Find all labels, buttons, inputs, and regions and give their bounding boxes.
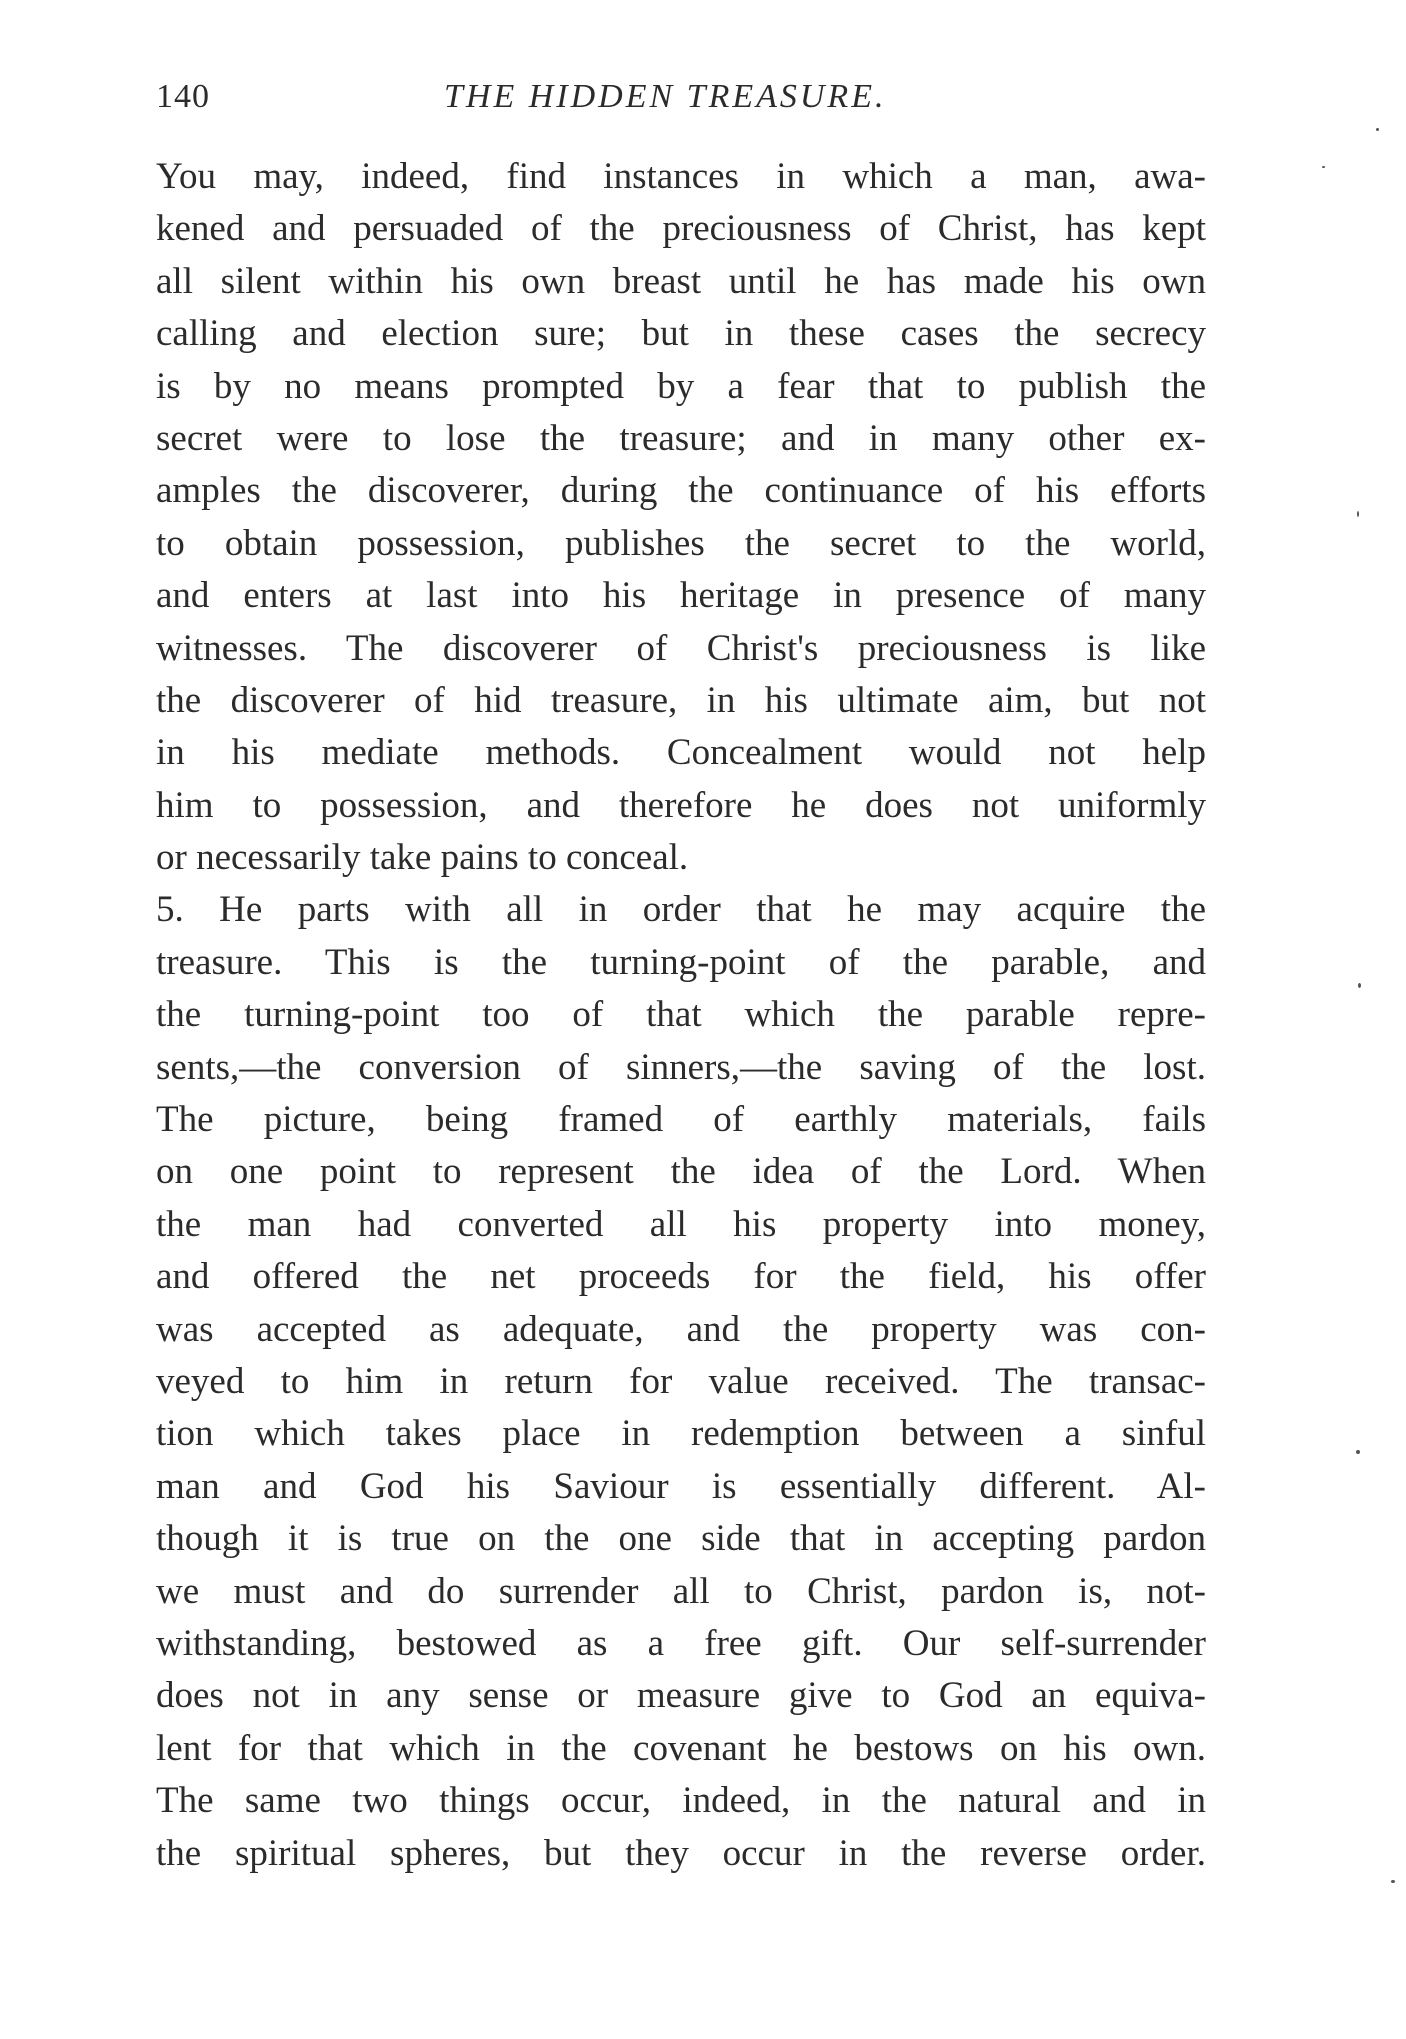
text-line: veyed to him in return for value received. The transac- <box>156 1360 1206 1402</box>
text-line: lent for that which in the covenant he bestows on his own. <box>156 1727 1206 1769</box>
body-text <box>156 151 1206 1880</box>
text-line: kened and persuaded of the preciousness of Christ, has kept <box>156 208 1206 250</box>
text-line: calling and election sure; but in these cases the secrecy <box>156 313 1206 355</box>
text-line: man and God his Saviour is essentially different. Al- <box>156 1465 1206 1507</box>
page-number: 140 <box>156 78 210 115</box>
text-line: all silent within his own breast until he has made his own <box>156 260 1206 302</box>
paragraph-end-line: or necessarily take pains to conceal. <box>156 837 689 879</box>
text-line: the man had converted all his property into money, <box>156 1203 1206 1245</box>
text-line: The same two things occur, indeed, in the natural and in <box>156 1780 1206 1822</box>
text-line: and offered the net proceeds for the field, his offer <box>156 1256 1206 1298</box>
scan-speck <box>1356 1450 1360 1454</box>
text-line: was accepted as adequate, and the property was con- <box>156 1308 1206 1350</box>
text-line: The picture, being framed of earthly materials, fails <box>156 1099 1206 1141</box>
scan-speck <box>1391 1880 1395 1883</box>
text-line: we must and do surrender all to Christ, pardon is, not- <box>156 1570 1206 1612</box>
text-line: treasure. This is the turning-point of the parable, and <box>156 941 1206 983</box>
scan-speck <box>1357 511 1359 517</box>
text-line: sents,—the conversion of sinners,—the saving of the lost. <box>156 1046 1206 1088</box>
text-line: 5. He parts with all in order that he may acquire the <box>156 889 1206 931</box>
text-line: to obtain possession, publishes the secret to the world, <box>156 522 1206 564</box>
text-line: and enters at last into his heritage in presence of many <box>156 575 1206 617</box>
scan-speck <box>1322 166 1325 168</box>
text-line: witnesses. The discoverer of Christ's preciousness is like <box>156 627 1206 669</box>
text-line: You may, indeed, find instances in which a man, awa- <box>156 156 1206 197</box>
text-line: withstanding, bestowed as a free gift. Our self-surrender <box>156 1622 1206 1664</box>
text-line: the discoverer of hid treasure, in his ultimate aim, but not <box>156 679 1206 721</box>
scan-speck <box>1358 983 1361 988</box>
text-line: on one point to represent the idea of the Lord. When <box>156 1151 1206 1193</box>
text-line: him to possession, and therefore he does not uniformly <box>156 784 1206 826</box>
text-line: amples the discoverer, during the continuance of his efforts <box>156 470 1206 512</box>
text-line: the turning-point too of that which the parable repre- <box>156 994 1206 1036</box>
text-line: the spiritual spheres, but they occur in the reverse order. <box>156 1832 1206 1874</box>
text-line: does not in any sense or measure give to God an equiva- <box>156 1675 1206 1717</box>
text-line: is by no means prompted by a fear that to publish the <box>156 365 1206 407</box>
running-title: THE HIDDEN TREASURE. <box>444 78 887 115</box>
page-header <box>156 78 1206 128</box>
text-line: in his mediate methods. Concealment would not help <box>156 732 1206 774</box>
text-line: though it is true on the one side that in accepting pardon <box>156 1518 1206 1560</box>
text-line: tion which takes place in redemption between a sinful <box>156 1413 1206 1455</box>
scan-speck <box>1376 128 1379 131</box>
text-line: secret were to lose the treasure; and in many other ex- <box>156 417 1206 459</box>
